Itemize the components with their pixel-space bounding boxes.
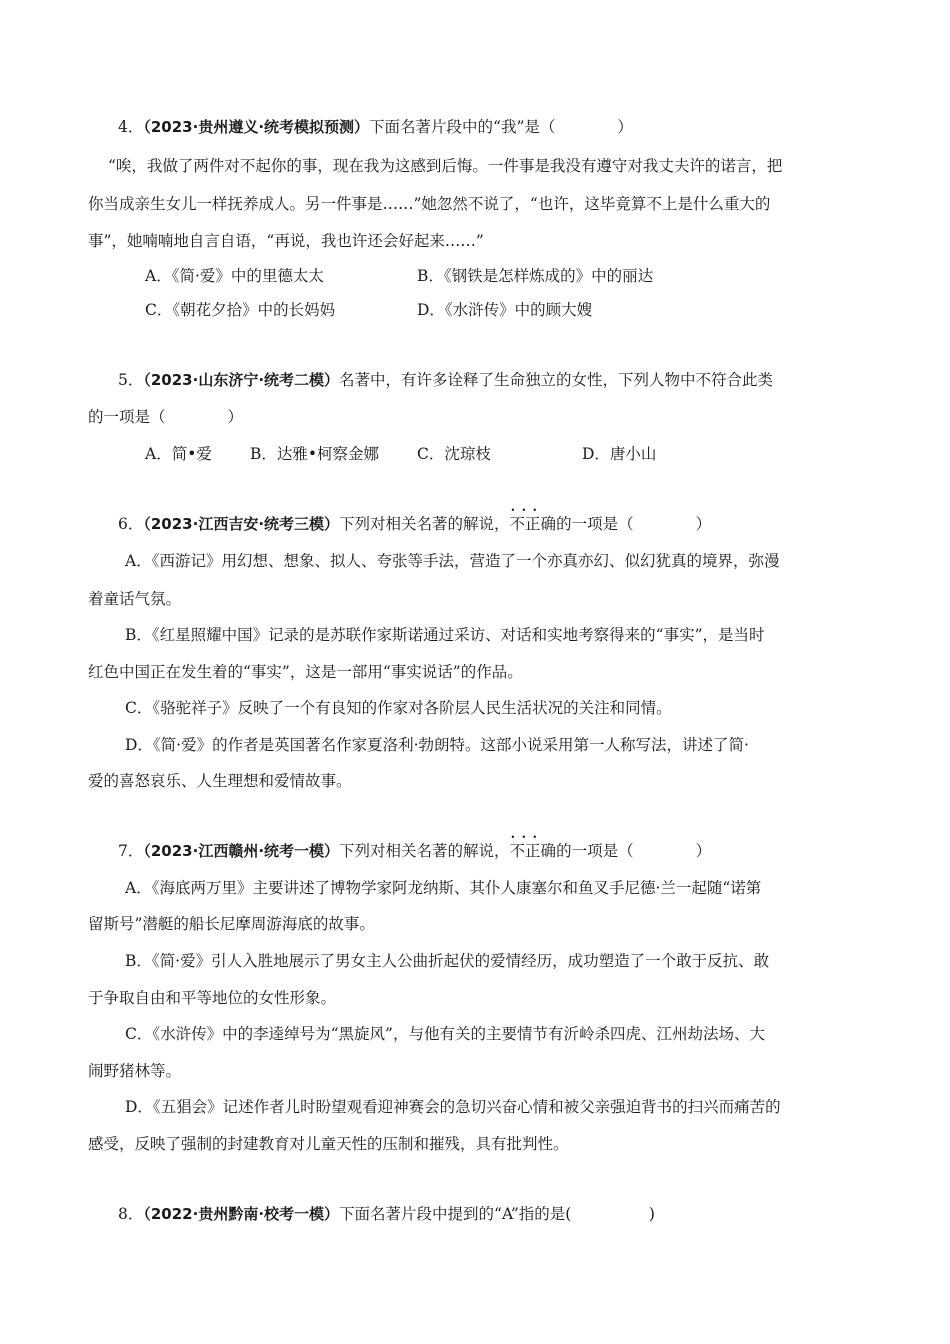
question-source: （2023·贵州遵义·统考模拟预测） <box>143 118 370 136</box>
question-8-header <box>118 1203 655 1225</box>
option-a: A．简•爱 <box>145 445 212 463</box>
question-number: 4． <box>118 118 144 136</box>
question-stem: 下列对相关名著的解说， <box>339 515 510 533</box>
option-c: C．沈琼枝 <box>417 445 491 463</box>
passage-line: 事”，她喃喃地自言自语，“再说，我也许还会好起来……” <box>88 232 484 250</box>
option-d-continued: 感受，反映了强制的封建教育对儿童天性的压制和摧残，具有批判性。 <box>88 1135 569 1153</box>
question-5-header <box>118 369 773 391</box>
question-source: （2023·江西赣州·统考一模） <box>143 842 340 860</box>
question-stem: 下面名著片段中的“我”是（ ） <box>369 118 633 136</box>
option-d: D．《简·爱》的作者是英国著名作家夏洛利·勃朗特。这部小说采用第一人称写法，讲述了简· <box>125 736 749 754</box>
question-stem-end: 的一项是（ ） <box>556 842 712 860</box>
option-b: B．《钢铁是怎样炼成的》中的丽达 <box>417 267 654 285</box>
question-4-header <box>118 116 633 138</box>
option-c-continued: 闹野猪林等。 <box>88 1062 182 1080</box>
question-number: 8． <box>118 1205 144 1223</box>
passage-line: “唉，我做了两件对不起你的事，现在我为这感到后悔。一件事是我没有遵守对我丈夫许的诺言，把 <box>108 157 783 175</box>
option-c: C．《骆驼祥子》反映了一个有良知的作家对各阶层人民生活状况的关注和同情。 <box>125 699 672 717</box>
option-d: D．《五猖会》记述作者儿时盼望观看迎神赛会的急切兴奋心情和被父亲强迫背书的扫兴而痛苦的 <box>125 1098 781 1116</box>
question-number: 7． <box>118 842 144 860</box>
option-a: A．《简·爱》中的里德太太 <box>145 267 324 285</box>
option-a-continued: 留斯号”潜艇的船长尼摩周游海底的故事。 <box>88 915 375 933</box>
option-d-continued: 爱的喜怒哀乐、人生理想和爱情故事。 <box>88 772 352 790</box>
question-stem: 下面名著片段中提到的“A”指的是( ) <box>339 1205 655 1223</box>
question-number: 6． <box>118 515 144 533</box>
question-7-header <box>118 840 711 862</box>
emphasis-dotted-text: • • • 不正确 <box>510 840 557 862</box>
option-a: A．《西游记》用幻想、想象、拟人、夸张等手法，营造了一个亦真亦幻、似幻犹真的境界，弥漫 <box>125 552 780 570</box>
option-c: C．《朝花夕拾》中的长妈妈 <box>145 301 336 319</box>
question-stem-continued: 的一项是（ ） <box>88 408 244 426</box>
question-stem-end: 的一项是（ ） <box>556 515 712 533</box>
option-a: A．《海底两万里》主要讲述了博物学家阿龙纳斯、其仆人康塞尔和鱼叉手尼德·兰一起随“诺第 <box>125 879 762 897</box>
option-b: B．《简·爱》引人入胜地展示了男女主人公曲折起伏的爱情经历，成功塑造了一个敢于反抗、敢 <box>125 952 770 970</box>
emphasis-dotted-text: • • • 不正确 <box>510 513 557 535</box>
question-source: （2023·江西吉安·统考三模） <box>143 515 340 533</box>
option-a-continued: 着童话气氛。 <box>88 590 182 608</box>
option-b: B．《红星照耀中国》记录的是苏联作家斯诺通过采访、对话和实地考察得来的“事实”，是当时 <box>125 626 765 644</box>
passage-line: 你当成亲生女儿一样抚养成人。另一件事是……”她忽然不说了，“也许，这毕竟算不上是什么重大的 <box>88 195 771 213</box>
option-b-continued: 于争取自由和平等地位的女性形象。 <box>88 989 337 1007</box>
question-stem: 下列对相关名著的解说， <box>339 842 510 860</box>
question-number: 5． <box>118 371 144 389</box>
option-c: C．《水浒传》中的李逵绰号为“黑旋风”，与他有关的主要情节有沂岭杀四虎、江州劫法场、大 <box>125 1025 765 1043</box>
option-b-continued: 红色中国正在发生着的“事实”，这是一部用“事实说话”的作品。 <box>88 663 523 681</box>
question-source: （2023·山东济宁·统考二模） <box>143 371 340 389</box>
option-d: D．唐小山 <box>582 445 657 463</box>
question-stem: 名著中，有许多诠释了生命独立的女性，下列人物中不符合此类 <box>339 371 774 389</box>
question-6-header <box>118 513 711 535</box>
question-source: （2022·贵州黔南·校考一模） <box>143 1205 340 1223</box>
option-d: D．《水浒传》中的顾大嫂 <box>417 301 593 319</box>
option-b: B．达雅•柯察金娜 <box>250 445 380 463</box>
